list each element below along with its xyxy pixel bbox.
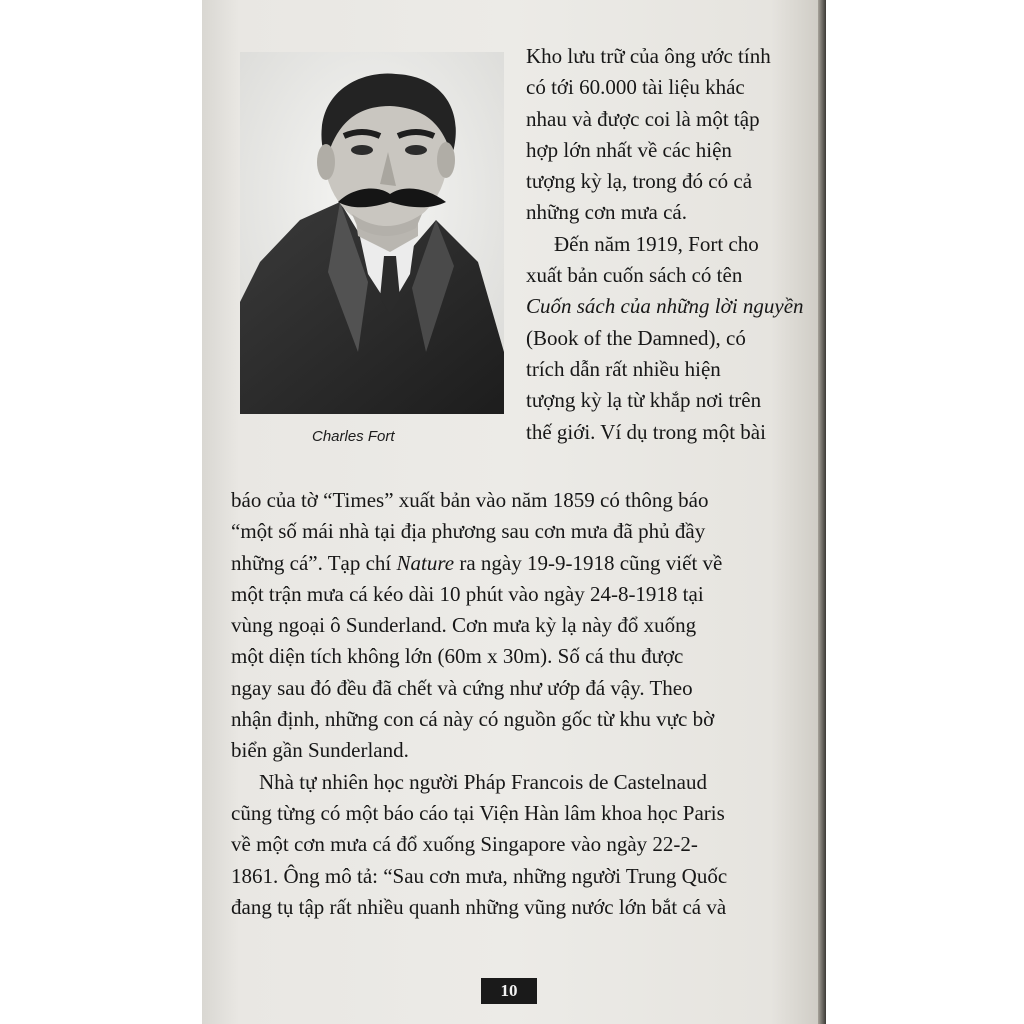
- text-line: nhau và được coi là một tập: [526, 106, 760, 131]
- text-segment: 1861. Ông mô tả: “Sau cơn mưa, những người Trung Quốc: [231, 863, 728, 888]
- text-segment: cũng từng có một báo cáo tại Viện Hàn lâm khoa học Paris: [231, 800, 725, 825]
- text-segment: một diện tích không lớn (60m x 30m). Số cá thu được: [231, 644, 684, 669]
- text-segment: đang tụ tập rất nhiều quanh những vũng nước lớn bắt cá và: [231, 894, 727, 919]
- photo-caption: Charles Fort: [312, 428, 395, 445]
- text-line: tượng kỳ lạ, trong đó có cả: [526, 169, 753, 194]
- text-segment: những cá”. Tạp chí: [231, 550, 397, 575]
- text-line: thế giới. Ví dụ trong một bài: [526, 419, 766, 444]
- text-line: [231, 704, 801, 735]
- text-segment: ngay sau đó đều đã chết và cứng như ướp đá vậy. Theo: [231, 675, 693, 700]
- text-segment: nhận định, những con cá này có nguồn gốc từ khu vực bờ: [231, 707, 715, 732]
- text-line: những cơn mưa cá.: [526, 200, 687, 225]
- text-segment: “một số mái nhà tại địa phương sau cơn mưa đã phủ đầy: [231, 519, 706, 544]
- body-text: [231, 485, 801, 923]
- text-segment: về một cơn mưa cá đổ xuống Singapore vào ngày 22-2-: [231, 832, 698, 857]
- text-line: xuất bản cuốn sách có tên: [526, 263, 743, 288]
- text-segment: vùng ngoại ô Sunderland. Cơn mưa kỳ lạ này đổ xuống: [231, 613, 697, 638]
- text-segment: Nature: [396, 550, 455, 575]
- charles-fort-portrait: [240, 52, 504, 414]
- text-line: Cuốn sách của những lời nguyền: [526, 294, 804, 319]
- text-segment: ra ngày 19-9-1918 cũng viết về: [454, 550, 723, 575]
- text-line: [231, 735, 801, 766]
- text-segment: biển gần Sunderland.: [231, 738, 409, 763]
- text-segment: báo của tờ “Times” xuất bản vào năm 1859 có thông báo: [231, 488, 709, 512]
- text-line: có tới 60.000 tài liệu khác: [526, 75, 745, 100]
- text-line: Đến năm 1919, Fort cho: [554, 231, 759, 256]
- text-line: [231, 641, 801, 672]
- text-line: [231, 798, 801, 829]
- page-number: 10: [481, 978, 537, 1004]
- book-edge: [818, 0, 826, 1024]
- text-line: [231, 548, 801, 579]
- text-line: [231, 579, 801, 610]
- text-line: [231, 767, 801, 798]
- right-column-text: [526, 41, 816, 448]
- text-line: [231, 516, 801, 547]
- text-segment: một trận mưa cá kéo dài 10 phút vào ngày 24-8-1918 tại: [231, 581, 704, 606]
- text-segment: Nhà tự nhiên học người Pháp Francois de Castelnaud: [259, 769, 707, 794]
- text-line: trích dẫn rất nhiều hiện: [526, 356, 721, 381]
- text-line: hợp lớn nhất về các hiện: [526, 137, 732, 162]
- text-line: [231, 485, 801, 516]
- text-line: [231, 610, 801, 641]
- text-line: tượng kỳ lạ từ khắp nơi trên: [526, 388, 762, 413]
- text-line: [231, 829, 801, 860]
- text-line: (Book of the Damned), có: [526, 325, 746, 350]
- text-line: [231, 861, 801, 892]
- text-line: [231, 892, 801, 923]
- text-line: Kho lưu trữ của ông ước tính: [526, 44, 771, 68]
- text-line: [231, 673, 801, 704]
